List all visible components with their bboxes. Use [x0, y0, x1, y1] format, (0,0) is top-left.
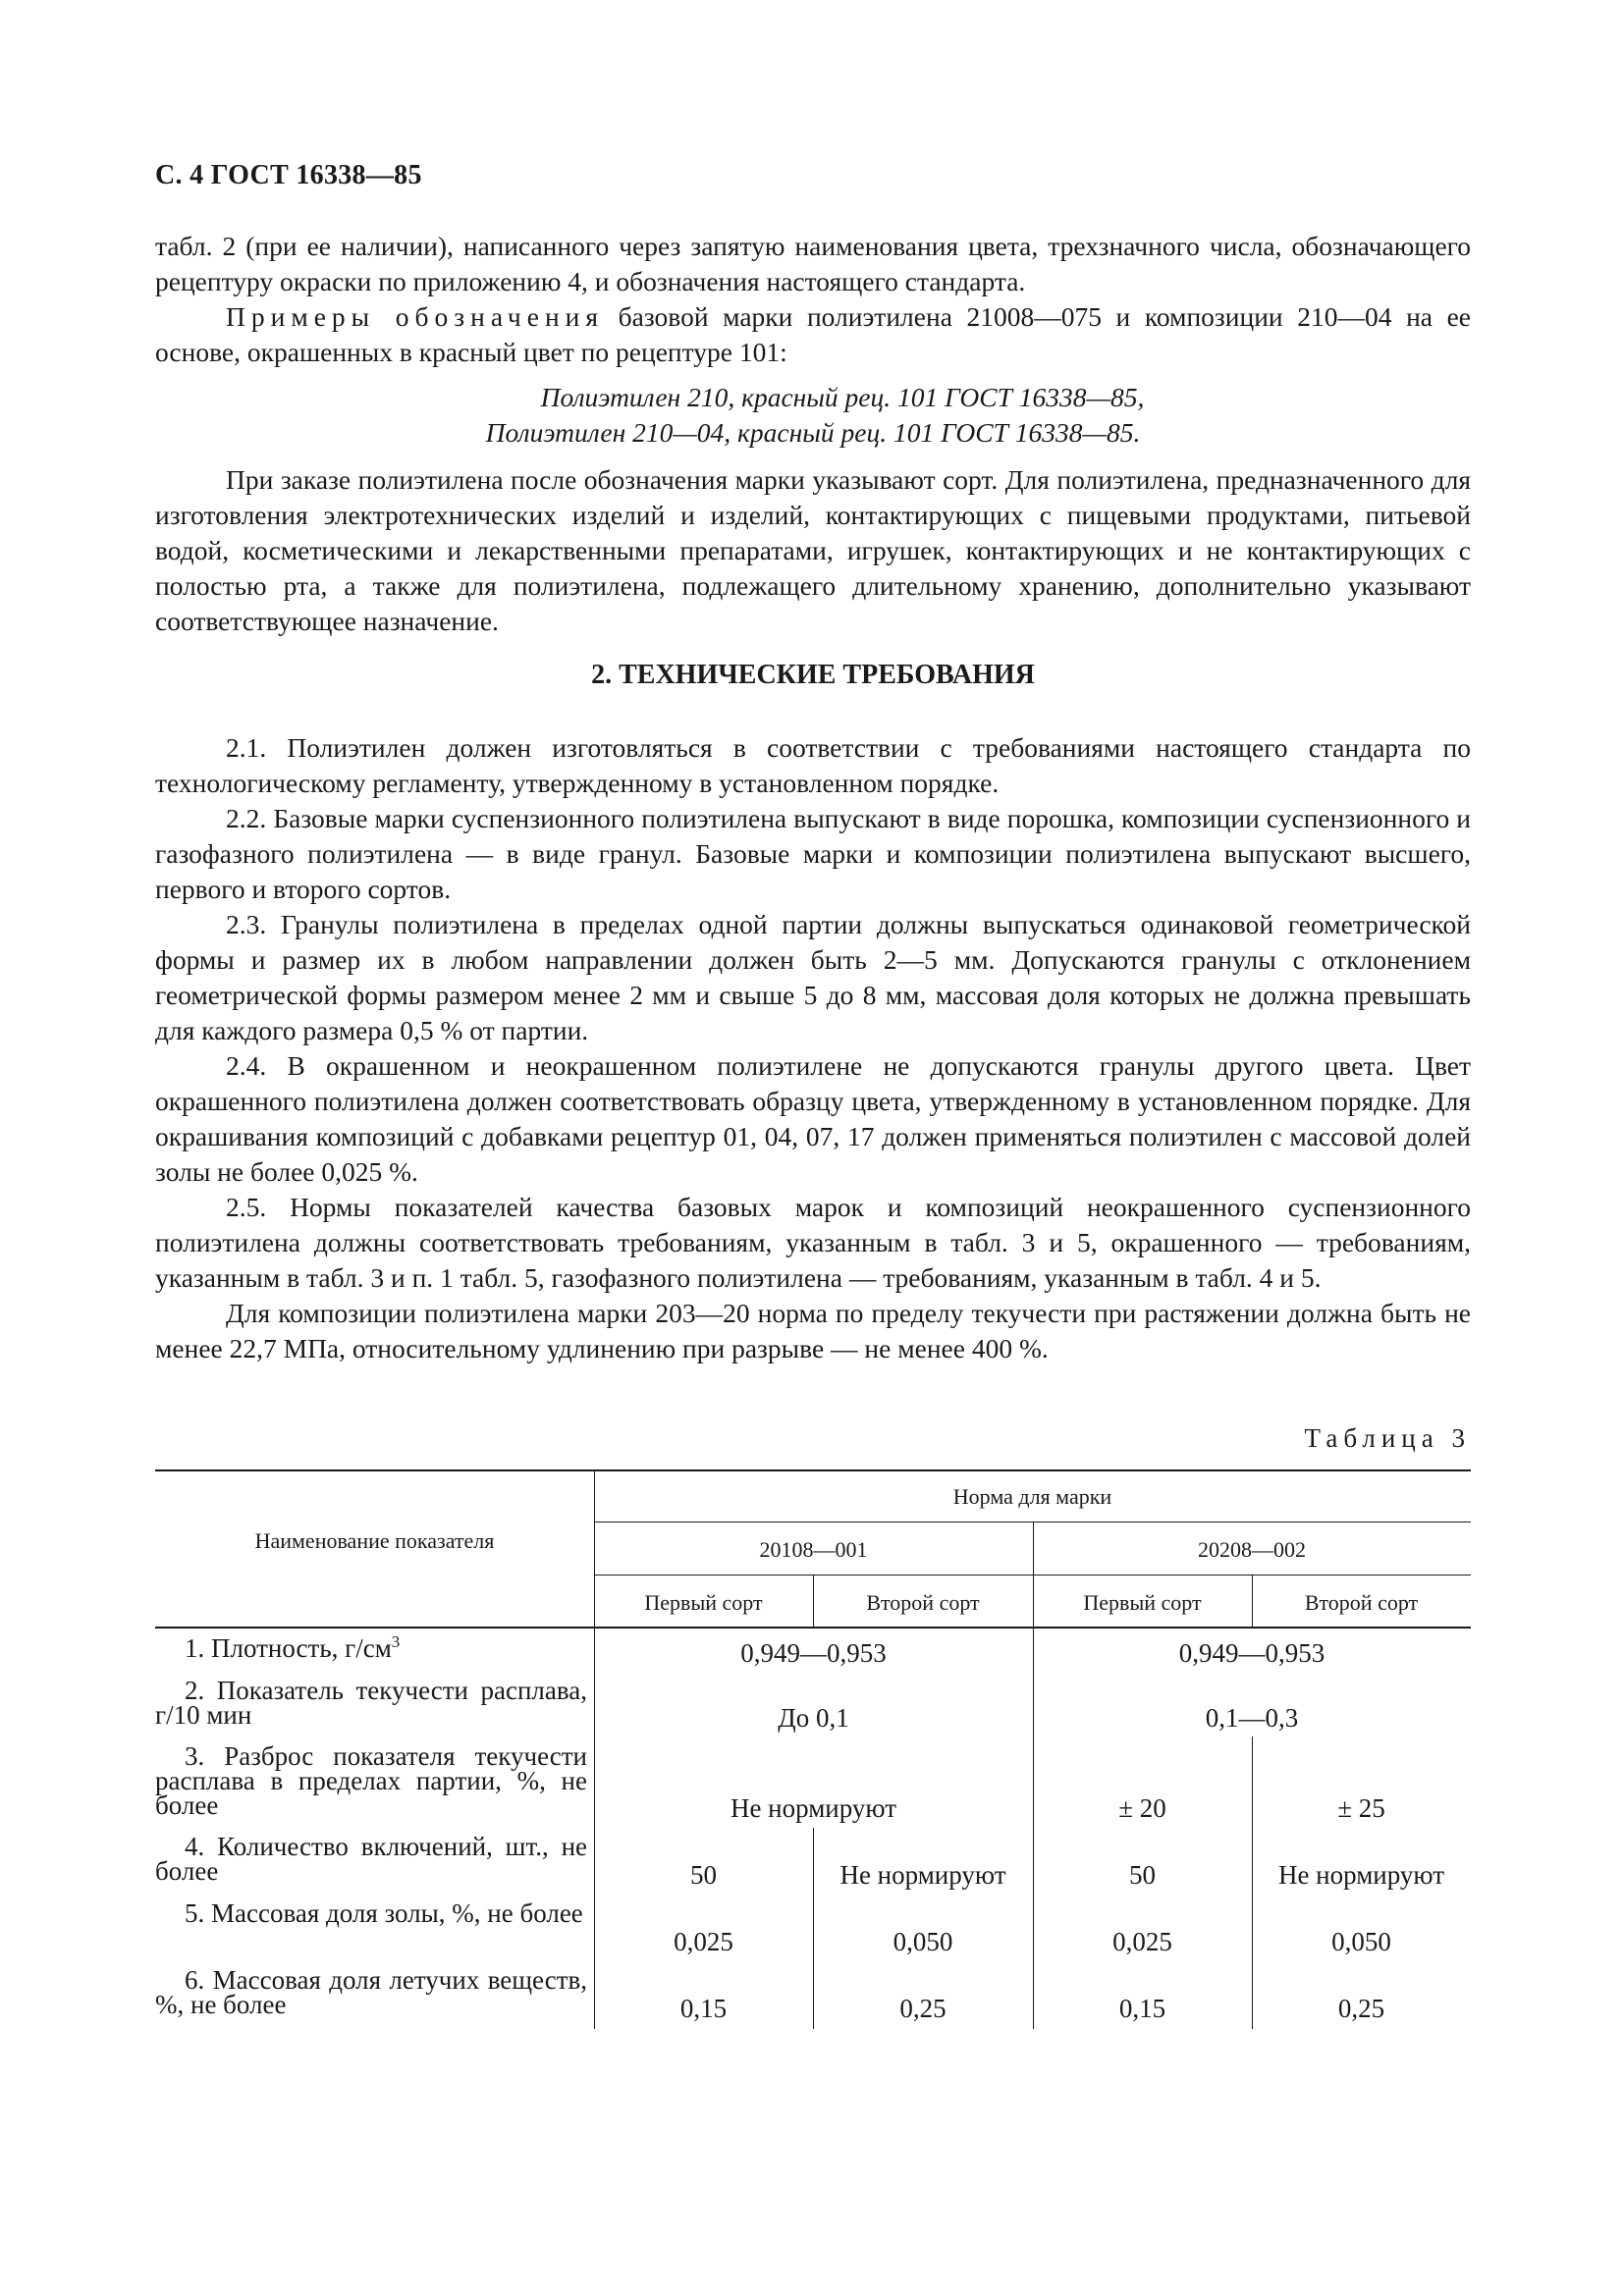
page-header: С. 4 ГОСТ 16338—85: [155, 160, 422, 190]
col-header-grade: 20108—001: [759, 1537, 868, 1562]
table-cell: Не нормируют: [730, 1793, 897, 1823]
table-cell: 0,025: [1112, 1927, 1172, 1956]
examples-block: [155, 380, 1471, 451]
col-header-sort: Второй сорт: [1304, 1590, 1419, 1615]
col-header-sort: Второй сорт: [866, 1590, 980, 1615]
col-header-sort: Первый сорт: [644, 1590, 763, 1615]
table-cell: 0,15: [1118, 1994, 1166, 2023]
table-cell: 0,1—0,3: [1205, 1703, 1299, 1733]
col-header-sort: Первый сорт: [1083, 1590, 1202, 1615]
table-top-rule: [155, 1469, 1471, 1471]
paragraph-2-4: 2.4. В окрашенном и неокрашенном полиэтилене не допускаются гранулы другого цвета. Цвет окрашенного полиэтилена должен соответствовать образцу цвета, утвержденному в установленном порядке. Для окрашивания композиций с добавками рецептур 01, 04, 07, 17 должен применяться полиэтилен с массовой долей золы не более 0,025 %.: [155, 1050, 1471, 1187]
table-row-name: 3. Разброс показателя текучести расплава в пределах партии, %, не более: [155, 1741, 587, 1820]
table-row-name: 6. Массовая доля летучих веществ, %, не более: [155, 1965, 587, 2019]
table-cell: 0,25: [1337, 1994, 1385, 2023]
intro-block: [155, 229, 1471, 639]
table-row-name: [155, 1632, 587, 1663]
table-row-name: 4. Количество включений, шт., не более: [155, 1832, 587, 1886]
paragraph-2-5: 2.5. Нормы показателей качества базовых марок и композиций неокрашенного суспензионного полиэтилена должны соответствовать требованиям, указанным в табл. 3 и 5, окрашенного — требованиям, указанным в табл. 3 и п. 1 табл. 5, газофазного полиэтилена — требованиям, указанным в табл. 4 и 5.: [155, 1192, 1471, 1293]
table-label: Таблица 3: [1304, 1423, 1471, 1453]
table-row-name: 2. Показатель текучести расплава, г/10 мин: [155, 1676, 587, 1730]
superscript: 3: [391, 1632, 401, 1651]
table-cell: 0,949—0,953: [1178, 1638, 1325, 1668]
col-header-norm: Норма для марки: [952, 1484, 1112, 1509]
table-cell: ± 20: [1118, 1793, 1166, 1823]
table-cell: Не нормируют: [839, 1860, 1006, 1890]
table-cell: 50: [690, 1860, 717, 1890]
table-cell: 0,15: [679, 1994, 728, 2023]
table-cell: 0,050: [893, 1927, 953, 1956]
section-2: [155, 658, 1471, 1366]
table-cell: 0,949—0,953: [740, 1638, 887, 1668]
table-cell: 0,25: [899, 1994, 947, 2023]
table-cell: 50: [1129, 1860, 1156, 1890]
paragraph: При заказе полиэтилена после обозначения марки указывают сорт. Для полиэтилена, предназначенного для изготовления электротехнических изделий и изделий, контактирующих с пищевыми продуктами, питьевой водой, косметическими и лекарственными препаратами, игрушек, контактирующих и не контактирующих с полостью рта, а также для полиэтилена, подлежащего длительному хранению, дополнительно указывают соответствующее назначение.: [155, 464, 1471, 636]
table-cell: ± 25: [1337, 1793, 1385, 1823]
paragraph: табл. 2 (при ее наличии), написанного через запятую наименования цвета, трехзначного числа, обозначающего рецептуру окраски по приложению 4, и обозначения настоящего стандарта.: [155, 231, 1471, 296]
table-cell: До 0,1: [778, 1703, 849, 1733]
col-header-name: Наименование показателя: [254, 1528, 495, 1553]
example-line: Полиэтилен 210, красный рец. 101 ГОСТ 16338—85,: [540, 382, 1145, 412]
example-line: Полиэтилен 210—04, красный рец. 101 ГОСТ 16338—85.: [485, 417, 1141, 448]
paragraph-2-5-addendum: Для композиции полиэтилена марки 203—20 норма по пределу текучести при растяжении должна быть не менее 22,7 МПа, относительному удлинению при разрыве — не менее 400 %.: [155, 1298, 1471, 1363]
col-header-grade: 20208—002: [1198, 1537, 1306, 1562]
paragraph-2-1: 2.1. Полиэтилен должен изготовляться в соответствии с требованиями настоящего стандарта по технологическому регламенту, утвержденному в установленном порядке.: [155, 732, 1471, 798]
examples-label: Примеры обозначения: [226, 301, 605, 332]
table-cell: Не нормируют: [1277, 1860, 1445, 1890]
table-cell: 0,050: [1331, 1927, 1391, 1956]
table-cell: 0,025: [674, 1927, 733, 1956]
paragraph-2-2: 2.2. Базовые марки суспензионного полиэтилена выпускают в виде порошка, композиции суспензионного и газофазного полиэтилена — в виде гранул. Базовые марки и композиции полиэтилена выпускают высшего, первого и второго сортов.: [155, 803, 1471, 904]
section-title: 2. ТЕХНИЧЕСКИЕ ТРЕБОВАНИЯ: [591, 660, 1035, 690]
table-row-name: 5. Массовая доля золы, %, не более: [185, 1898, 583, 1928]
paragraph-2-3: 2.3. Гранулы полиэтилена в пределах одной партии должны выпускаться одинаковой геометрической формы и размер их в любом направлении должен быть 2—5 мм. Допускаются гранулы с отклонением геометрической формы размером менее 2 мм и свыше 5 до 8 мм, массовая доля которых не должна превышать для каждого размера 0,5 % от партии.: [155, 909, 1471, 1045]
examples-text: базовой марки полиэтилена 21008—075 и композиции 210—04 на ее основе, окрашенных в красный цвет по рецептуре 101:: [155, 301, 1471, 367]
examples-paragraph: [155, 299, 1471, 370]
row-label: 1. Плотность, г/см: [185, 1633, 392, 1663]
